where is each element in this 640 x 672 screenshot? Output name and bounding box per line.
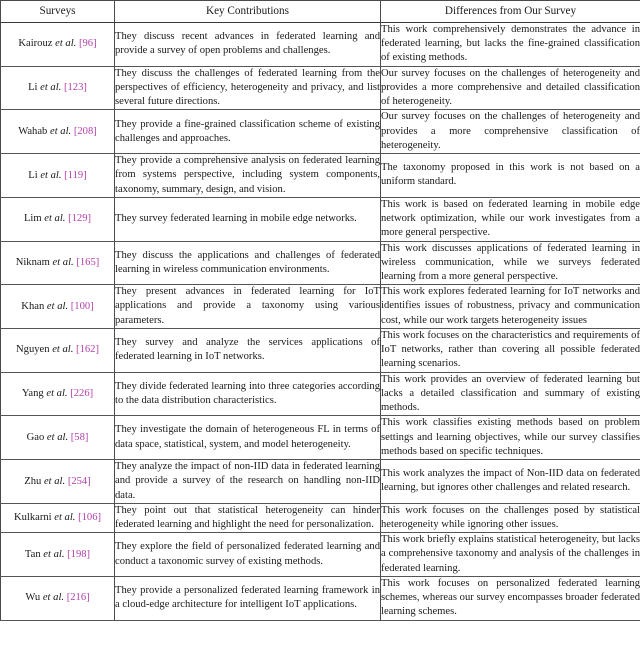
- survey-etal: et al.: [55, 38, 77, 50]
- survey-etal: et al.: [52, 344, 74, 356]
- differences-text: Our survey focuses on the challenges of heterogeneity and provides a more comprehensive classification of heterogeneity.: [381, 111, 640, 151]
- survey-citation-ref[interactable]: [165]: [76, 256, 100, 268]
- column-header-key-contributions: Key Contributions: [115, 1, 381, 23]
- differences-text: Our survey focuses on the challenges of heterogeneity and provides a more comprehensive and detailed classification of heterogeneity.: [381, 67, 640, 108]
- differences-text: This work briefly explains statistical heterogeneity, but lacks a comprehensive taxonomy and analysis of the challenges in federated learning.: [381, 534, 640, 574]
- key-contributions-cell: [115, 154, 381, 198]
- table-row: [1, 372, 640, 416]
- key-contributions-cell: [115, 372, 381, 416]
- key-contributions-text: They survey federated learning in mobile edge networks.: [115, 213, 357, 225]
- table-row: [1, 110, 640, 154]
- key-contributions-text: They discuss recent advances in federated learning and provide a survey of open problems and challenges.: [115, 31, 380, 57]
- key-contributions-cell: [115, 23, 381, 67]
- key-contributions-cell: [115, 328, 381, 372]
- survey-cell: [1, 460, 115, 504]
- header-row: [1, 1, 640, 23]
- table-row: [1, 23, 640, 67]
- key-contributions-text: They provide a comprehensive analysis on federated learning from systems perspective, including system components, taxonomy, summary, design, and vision.: [115, 155, 380, 195]
- survey-citation-ref[interactable]: [162]: [76, 344, 99, 356]
- survey-author: Kulkarni: [13, 512, 52, 524]
- differences-text: This work focuses on the challenges posed by statistical heterogeneity while ignoring other issues.: [381, 504, 640, 530]
- differences-cell: [381, 110, 640, 154]
- differences-text: This work is based on federated learning in mobile edge network optimization, while our work investigates from a more general perspective.: [381, 198, 640, 239]
- table-row: [1, 285, 640, 329]
- differences-cell: [381, 372, 640, 416]
- survey-etal: et al.: [52, 256, 74, 268]
- differences-text: This work classifies existing methods based on problem settings and learning objectives, while our survey classifies methods based on specific techniques.: [381, 417, 640, 457]
- survey-cell: [1, 285, 115, 329]
- table-row: [1, 460, 640, 504]
- key-contributions-text: They analyze the impact of non-IID data in federated learning and provide a survey of the research on handling non-IID data.: [115, 461, 380, 501]
- survey-citation-ref[interactable]: [119]: [64, 169, 87, 181]
- key-contributions-cell: [115, 503, 381, 532]
- survey-cell: [1, 503, 115, 532]
- key-contributions-cell: [115, 416, 381, 460]
- table-header: [1, 1, 640, 23]
- survey-cell: [1, 110, 115, 154]
- survey-etal: et al.: [50, 125, 72, 137]
- key-contributions-cell: [115, 197, 381, 241]
- differences-cell: [381, 154, 640, 198]
- survey-etal: et al.: [40, 169, 62, 181]
- survey-citation-ref[interactable]: [208]: [73, 125, 97, 137]
- survey-cell: [1, 66, 115, 110]
- key-contributions-text: They provide a fine-grained classification scheme of existing challenges and approaches.: [115, 118, 380, 144]
- survey-etal: et al.: [46, 388, 68, 400]
- differences-text: This work provides an overview of federated learning but lacks a detailed classification and summary of existing methods.: [381, 373, 640, 414]
- differences-cell: [381, 416, 640, 460]
- key-contributions-text: They investigate the domain of heterogeneous FL in terms of data space, statistical, system, and model heterogeneity.: [115, 424, 380, 450]
- differences-text: This work comprehensively demonstrates the advance in federated learning, but lacks the fine-grained classification of existing methods.: [381, 24, 640, 64]
- survey-etal: et al.: [46, 431, 69, 443]
- survey-cell: [1, 197, 115, 241]
- survey-author: Tan: [24, 548, 41, 560]
- survey-author: Wahab: [18, 125, 48, 137]
- survey-author: Li: [28, 82, 38, 94]
- table-row: [1, 241, 640, 285]
- differences-cell: [381, 576, 640, 620]
- differences-text: The taxonomy proposed in this work is not based on a uniform standard.: [381, 162, 640, 188]
- differences-text: This work discusses applications of federated learning in wireless communication, while we surveys federated learning from a more general perspective.: [381, 242, 640, 282]
- table-row: [1, 328, 640, 372]
- survey-author: Wu: [25, 592, 41, 604]
- key-contributions-text: They provide a personalized federated learning framework in a cloud-edge architecture for intelligent IoT applications.: [115, 585, 380, 611]
- key-contributions-text: They divide federated learning into three categories according to the data distribution characteristics.: [115, 380, 380, 406]
- key-contributions-cell: [115, 460, 381, 504]
- table-row: [1, 66, 640, 110]
- differences-cell: [381, 503, 640, 532]
- key-contributions-text: They point out that statistical heterogeneity can hinder federated learning and highlight the need for personalization.: [115, 504, 380, 530]
- survey-citation-ref[interactable]: [254]: [67, 475, 91, 487]
- survey-citation-ref[interactable]: [198]: [67, 548, 91, 560]
- key-contributions-cell: [115, 576, 381, 620]
- differences-cell: [381, 241, 640, 285]
- differences-cell: [381, 66, 640, 110]
- differences-cell: [381, 533, 640, 577]
- table-body: [1, 23, 640, 621]
- survey-etal: et al.: [54, 512, 76, 524]
- key-contributions-text: They explore the field of personalized federated learning and conduct a taxonomic survey of existing methods.: [115, 541, 380, 567]
- survey-cell: [1, 241, 115, 285]
- survey-cell: [1, 372, 115, 416]
- survey-etal: et al.: [43, 475, 66, 487]
- survey-author: Kairouz: [18, 38, 53, 50]
- survey-citation-ref[interactable]: [226]: [70, 388, 94, 400]
- survey-cell: [1, 328, 115, 372]
- key-contributions-cell: [115, 241, 381, 285]
- survey-author: Li: [28, 169, 38, 181]
- differences-cell: [381, 285, 640, 329]
- differences-cell: [381, 23, 640, 67]
- survey-citation-ref[interactable]: [123]: [63, 82, 87, 94]
- survey-citation-ref[interactable]: [129]: [68, 213, 92, 225]
- differences-text: This work focuses on the characteristics and requirements of IoT networks, rather than covering all possible federated learning scenarios.: [381, 329, 640, 370]
- key-contributions-cell: [115, 533, 381, 577]
- survey-citation-ref[interactable]: [106]: [78, 512, 102, 524]
- survey-etal: et al.: [44, 213, 66, 225]
- differences-text: This work analyzes the impact of Non-IID data on federated learning, but ignores other challenges and related research.: [381, 468, 640, 494]
- differences-text: This work explores federated learning for IoT networks and identifies issues of robustness, privacy and communication cost, while our work targets heterogeneity issues: [381, 286, 640, 326]
- key-contributions-cell: [115, 110, 381, 154]
- table-row: [1, 533, 640, 577]
- table-row: [1, 416, 640, 460]
- survey-cell: [1, 23, 115, 67]
- survey-author: Lim: [23, 213, 42, 225]
- survey-etal: et al.: [40, 82, 62, 94]
- column-header-surveys: Surveys: [1, 1, 115, 23]
- survey-citation-ref[interactable]: [216]: [66, 592, 90, 604]
- key-contributions-text: They survey and analyze the services applications of federated learning in IoT networks.: [115, 337, 380, 363]
- survey-author: Nguyen: [16, 344, 50, 356]
- survey-author: Yang: [21, 388, 44, 400]
- survey-cell: [1, 154, 115, 198]
- survey-author: Khan: [21, 300, 45, 312]
- key-contributions-cell: [115, 285, 381, 329]
- survey-author: Niknam: [15, 256, 50, 268]
- survey-citation-ref[interactable]: [96]: [78, 38, 97, 50]
- survey-citation-ref[interactable]: [58]: [70, 431, 89, 443]
- survey-etal: et al.: [42, 592, 65, 604]
- survey-cell: [1, 416, 115, 460]
- table-row: [1, 503, 640, 532]
- survey-author: Gao: [26, 431, 45, 443]
- survey-author: Zhu: [24, 475, 42, 487]
- differences-cell: [381, 460, 640, 504]
- differences-cell: [381, 328, 640, 372]
- key-contributions-text: They discuss the challenges of federated learning from the perspectives of efficiency, heterogeneity and privacy, and list several future directions.: [115, 67, 380, 108]
- survey-cell: [1, 576, 115, 620]
- key-contributions-text: They present advances in federated learning for IoT applications and provide a taxonomy using various parameters.: [115, 286, 380, 326]
- survey-cell: [1, 533, 115, 577]
- survey-citation-ref[interactable]: [100]: [70, 300, 94, 312]
- table-row: [1, 154, 640, 198]
- differences-cell: [381, 197, 640, 241]
- survey-etal: et al.: [43, 548, 65, 560]
- survey-etal: et al.: [46, 300, 69, 312]
- table-row: [1, 576, 640, 620]
- table-row: [1, 197, 640, 241]
- column-header-differences: Differences from Our Survey: [381, 1, 640, 23]
- key-contributions-cell: [115, 66, 381, 110]
- key-contributions-text: They discuss the applications and challenges of federated learning in wireless communication environments.: [115, 249, 380, 275]
- differences-text: This work focuses on personalized federated learning schemes, whereas our survey encompasses broader federated learning schemes.: [381, 577, 640, 618]
